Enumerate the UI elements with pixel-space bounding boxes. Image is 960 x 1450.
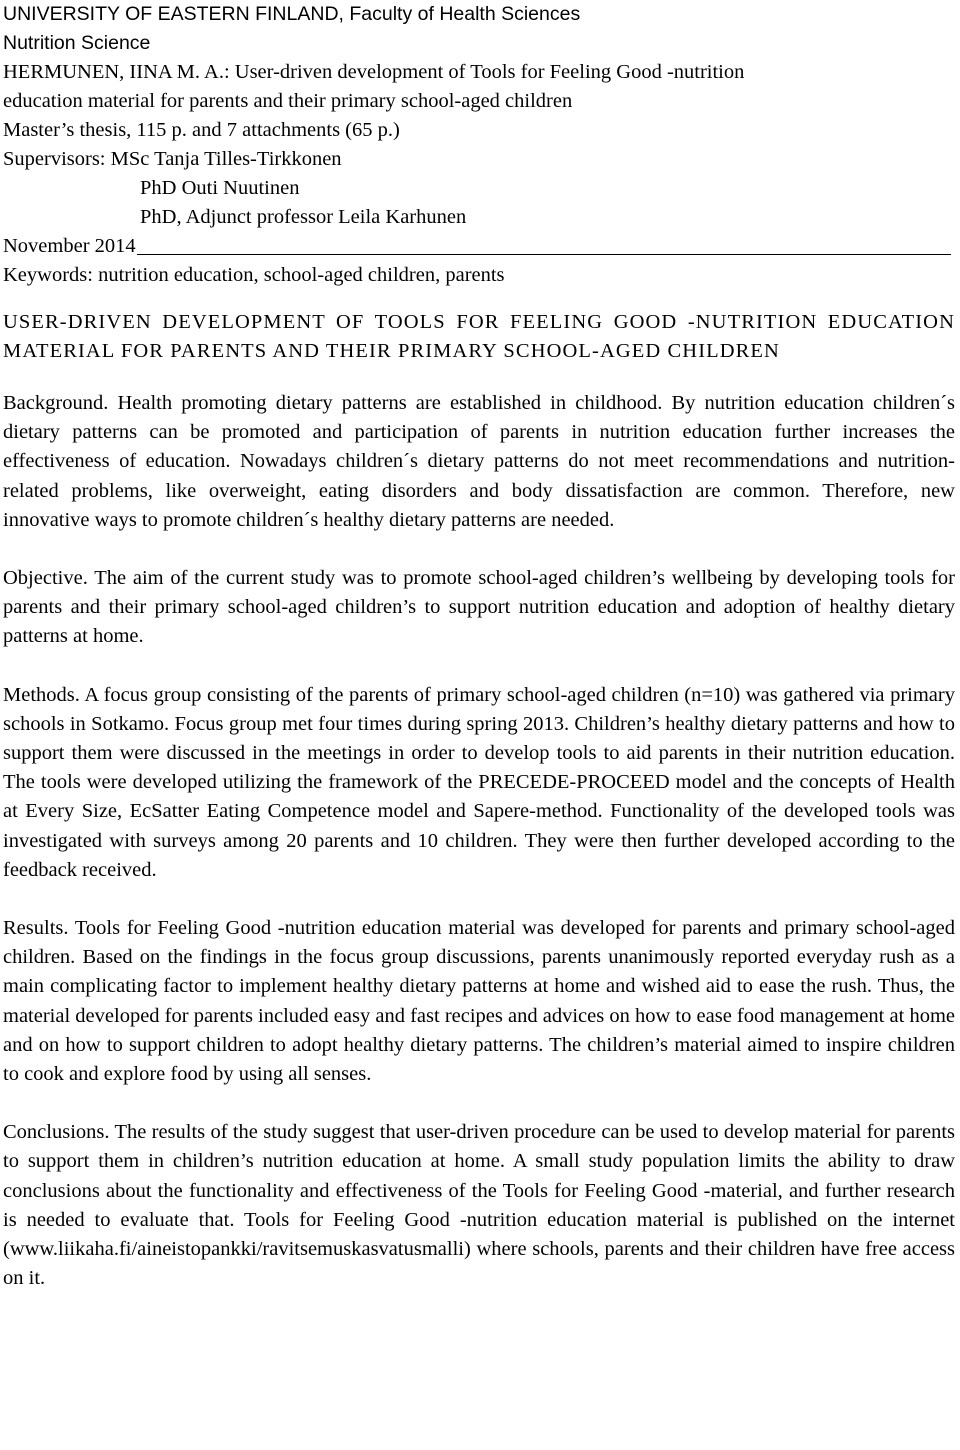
header-block	[3, 0, 957, 290]
author-title-line-2: education material for parents and their primary school-aged children	[3, 90, 573, 112]
conclusions-paragraph	[3, 1118, 955, 1293]
results-text: Tools for Feeling Good -nutrition education material was developed for parents and primary school-aged children. Based on the findings in the focus group discussions, parents unanimously reported everyday rush as a main complicating factor to implement healthy dietary patterns at home and wished aid to ease the rush. Thus, the material developed for parents included easy and fast recipes and advices on how to ease food management at home and on how to support children to adopt healthy dietary patterns. The children’s material aimed to inspire children to cook and explore food by using all senses.	[3, 917, 955, 1086]
conclusions-text: The results of the study suggest that user-driven procedure can be used to develop material for parents to support them in children’s nutrition education at home. A small study population limits the ability to draw conclusions about the functionality and effectiveness of the Tools for Feeling Good -material, and further research is needed to evaluate that. Tools for Feeling Good -nutrition education material is published on the internet (www.liikaha.fi/aineistopankki/ravitsemuskasvatusmalli) where schools, parents and their children have free access on it.	[3, 1121, 955, 1290]
results-heading: Results.	[3, 917, 69, 940]
author-title-line-1: HERMUNEN, IINA M. A.: User-driven development of Tools for Feeling Good -nutrition	[3, 61, 745, 83]
department-line: Nutrition Science	[3, 32, 151, 54]
objective-text: The aim of the current study was to promote school-aged children’s wellbeing by developing tools for parents and their primary school-aged children’s to support nutrition education and adoption of healthy dietary patterns at home.	[3, 567, 955, 648]
conclusions-heading: Conclusions.	[3, 1121, 110, 1144]
thesis-title: USER-DRIVEN DEVELOPMENT OF TOOLS FOR FEELING GOOD -NUTRITION EDUCATION MATERIAL FOR PARENTS AND THEIR PRIMARY SCHOOL-AGED CHILDREN	[3, 311, 955, 362]
supervisor-2: PhD Outi Nuutinen	[140, 177, 300, 199]
date-line	[3, 232, 951, 261]
results-paragraph	[3, 914, 955, 1089]
methods-paragraph	[3, 681, 955, 885]
supervisor-3: PhD, Adjunct professor Leila Karhunen	[140, 206, 467, 228]
supervisors-line	[3, 145, 957, 174]
background-text: Health promoting dietary patterns are established in childhood. By nutrition education children´s dietary patterns can be promoted and participation of parents in nutrition education further increases the effectiveness of education. Nowadays children´s dietary patterns do not meet recommendations and nutrition-related problems, like overweight, eating disorders and body dissatisfaction are common. Therefore, new innovative ways to promote children´s healthy dietary patterns are needed.	[3, 392, 956, 531]
thesis-pages-line: Master’s thesis, 115 p. and 7 attachments (65 p.)	[3, 119, 400, 141]
date-underline	[137, 254, 951, 255]
objective-heading: Objective.	[3, 567, 88, 590]
objective-paragraph	[3, 564, 955, 652]
keywords-line: Keywords: nutrition education, school-aged children, parents	[3, 264, 505, 286]
background-paragraph	[3, 389, 955, 535]
university-line: UNIVERSITY OF EASTERN FINLAND, Faculty of Health Sciences	[3, 3, 581, 25]
methods-heading: Methods.	[3, 683, 80, 706]
background-heading: Background.	[3, 392, 109, 414]
date: November 2014	[3, 235, 136, 257]
supervisor-1: MSc Tanja Tilles-Tirkkonen	[110, 148, 342, 170]
supervisors-label: Supervisors:	[3, 148, 106, 170]
methods-text: A focus group consisting of the parents of primary school-aged children (n=10) was gathered via primary schools in Sotkamo. Focus group met four times during spring 2013. Children’s healthy dietary patterns and how to support them were discussed in the meetings in order to develop tools to aid parents in their nutrition education. The tools were developed utilizing the framework of the PRECEDE-PROCEED model and the concepts of Health at Every Size, EcSatter Eating Competence model and Sapere-method. Functionality of the developed tools was investigated with surveys among 20 parents and 10 children. They were then further developed according to the feedback received.	[3, 683, 955, 881]
